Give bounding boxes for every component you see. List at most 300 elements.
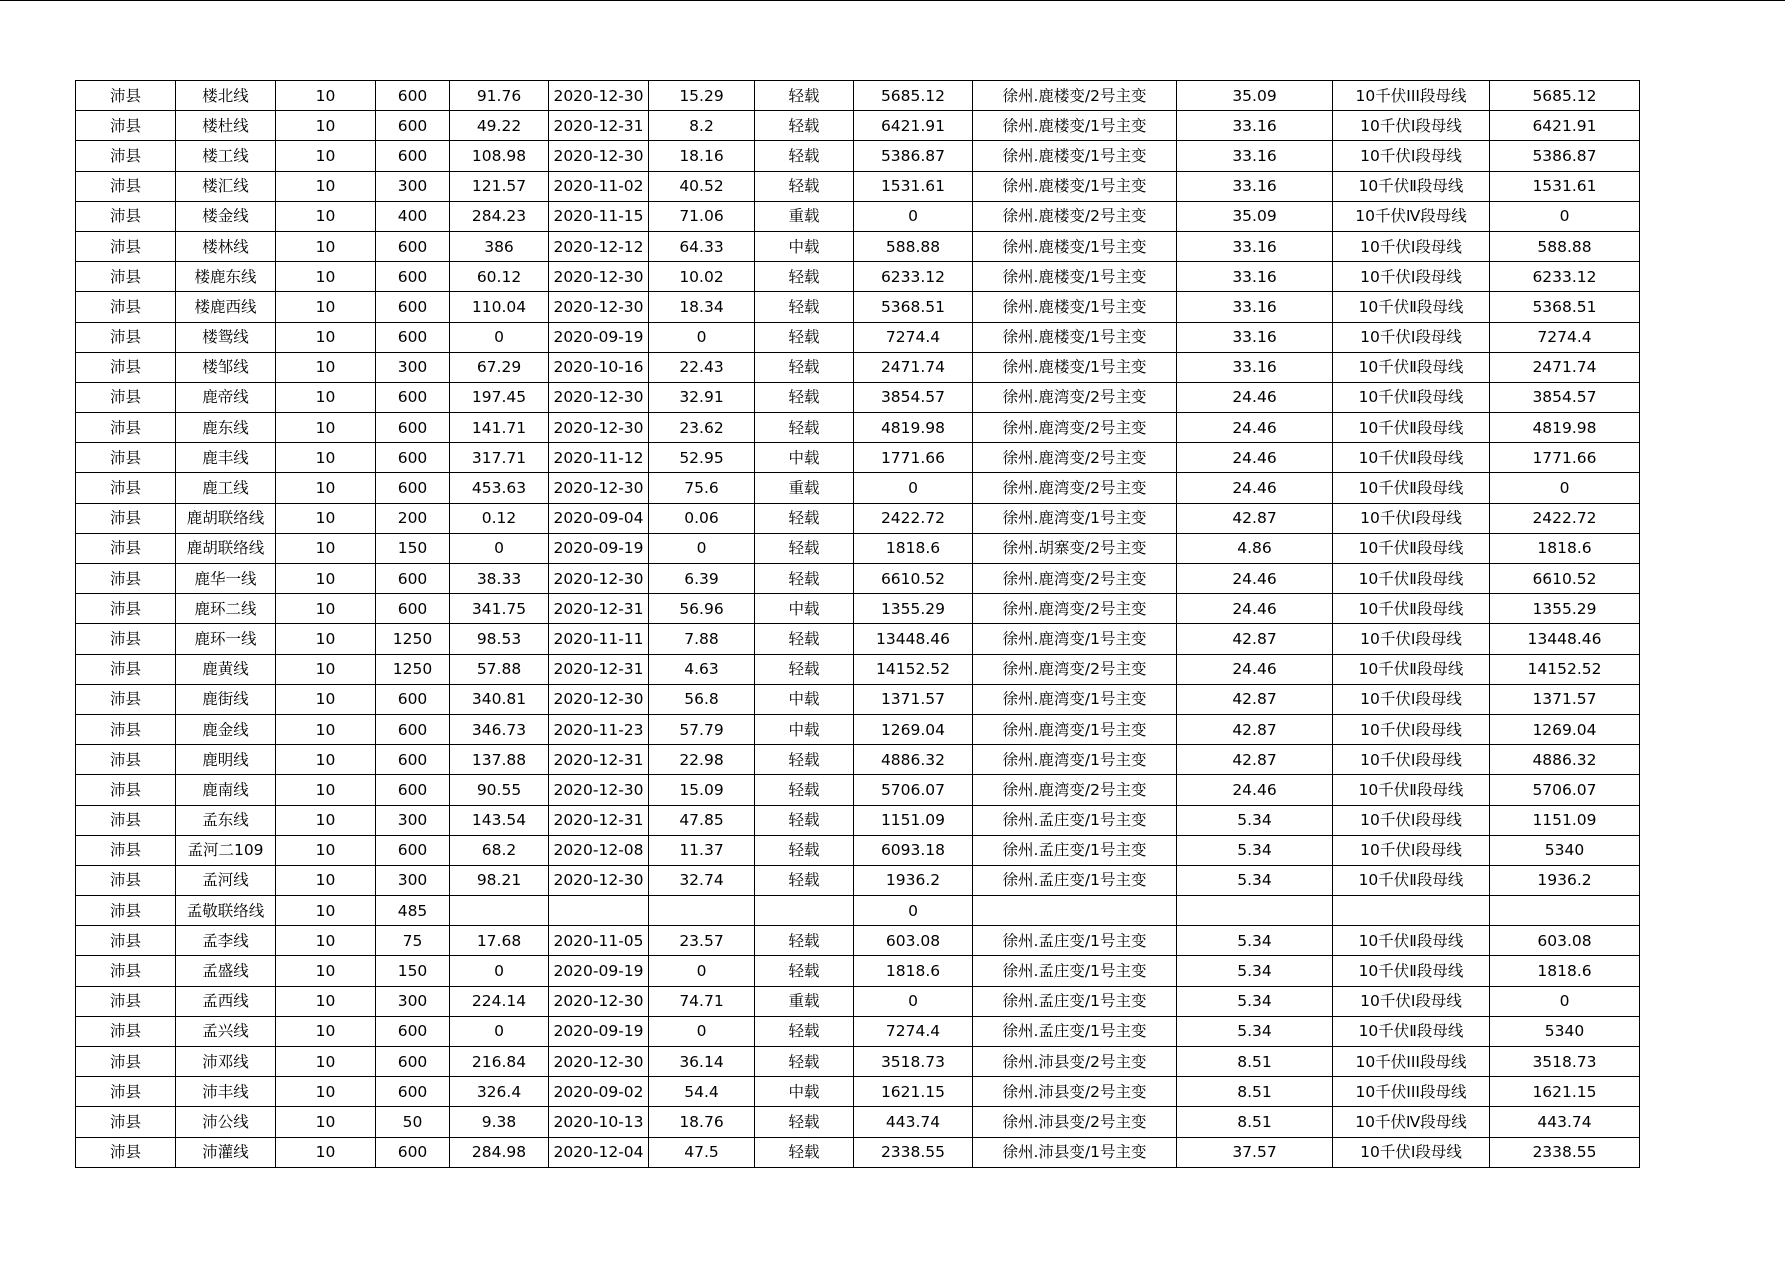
table-cell: 75.6 [649,473,755,503]
table-cell: 鹿街线 [176,684,276,714]
table-cell: 10千伏Ⅰ段母线 [1333,835,1490,865]
table-row [76,503,1640,533]
table-cell [549,896,649,926]
table-cell: 徐州.孟庄变/1号主变 [973,865,1177,895]
table-cell: 沛县 [76,473,176,503]
table-cell [1333,896,1490,926]
table-cell: 4886.32 [854,745,973,775]
table-cell: 33.16 [1177,292,1333,322]
table-cell: 10 [276,926,376,956]
table-cell: 沛县 [76,322,176,352]
table-row [76,111,1640,141]
table-cell: 2020-11-11 [549,624,649,654]
table-cell: 2020-11-15 [549,201,649,231]
table-cell: 沛县 [76,171,176,201]
table-cell: 0 [1490,986,1640,1016]
table-cell: 98.21 [450,865,549,895]
table-cell: 150 [376,956,450,986]
table-cell: 1151.09 [854,805,973,835]
table-cell: 轻载 [755,352,854,382]
table-cell: 孟河二109 [176,835,276,865]
table-cell: 沛县 [76,594,176,624]
table-cell: 10千伏Ⅱ段母线 [1333,292,1490,322]
table-cell: 5.34 [1177,926,1333,956]
table-cell: 10千伏Ⅱ段母线 [1333,443,1490,473]
table-cell: 1818.6 [1490,533,1640,563]
table-cell: 38.33 [450,564,549,594]
table-cell: 588.88 [1490,231,1640,261]
table-cell: 10千伏Ⅳ段母线 [1333,1107,1490,1137]
table-cell: 600 [376,81,450,111]
table-cell: 10千伏Ⅱ段母线 [1333,413,1490,443]
table-cell: 6093.18 [854,835,973,865]
table-cell: 徐州.鹿湾变/2号主变 [973,473,1177,503]
table-cell: 18.76 [649,1107,755,1137]
table-cell: 轻载 [755,956,854,986]
table-cell: 9.38 [450,1107,549,1137]
table-cell: 600 [376,473,450,503]
table-cell: 10千伏Ⅰ段母线 [1333,745,1490,775]
table-cell: 10千伏Ⅰ段母线 [1333,503,1490,533]
table-cell: 5386.87 [1490,141,1640,171]
table-cell: 42.87 [1177,503,1333,533]
table-cell: 轻载 [755,171,854,201]
table-cell: 徐州.鹿湾变/1号主变 [973,714,1177,744]
table-cell: 3854.57 [854,382,973,412]
table-cell: 徐州.胡寨变/2号主变 [973,533,1177,563]
table-cell: 10千伏Ⅰ段母线 [1333,805,1490,835]
table-cell: 2020-09-19 [549,956,649,986]
table-cell: 沛县 [76,81,176,111]
table-cell: 沛县 [76,292,176,322]
table-cell: 1355.29 [1490,594,1640,624]
table-cell: 10千伏Ⅰ段母线 [1333,986,1490,1016]
table-cell: 1531.61 [854,171,973,201]
table-cell: 4819.98 [1490,413,1640,443]
table-cell: 10 [276,1077,376,1107]
table-cell: 600 [376,775,450,805]
table-cell: 徐州.鹿楼变/1号主变 [973,111,1177,141]
table-cell: 5685.12 [1490,81,1640,111]
table-row [76,594,1640,624]
table-cell: 22.43 [649,352,755,382]
table-cell: 徐州.鹿湾变/2号主变 [973,564,1177,594]
table-cell: 徐州.鹿楼变/1号主变 [973,171,1177,201]
table-cell: 1269.04 [854,714,973,744]
table-cell: 36.14 [649,1047,755,1077]
table-cell: 74.71 [649,986,755,1016]
table-cell: 2020-09-02 [549,1077,649,1107]
table-cell: 10千伏Ⅰ段母线 [1333,231,1490,261]
table-cell: 600 [376,141,450,171]
table-cell: 485 [376,896,450,926]
table-cell: 2422.72 [854,503,973,533]
table-cell: 5.34 [1177,805,1333,835]
table-cell: 5.34 [1177,986,1333,1016]
table-cell: 沛县 [76,413,176,443]
table-cell: 453.63 [450,473,549,503]
table-cell: 轻载 [755,926,854,956]
table-cell: 沛县 [76,775,176,805]
table-cell: 徐州.鹿楼变/2号主变 [973,201,1177,231]
table-cell: 588.88 [854,231,973,261]
table-cell: 200 [376,503,450,533]
table-cell: 6233.12 [854,262,973,292]
table-cell: 300 [376,171,450,201]
table-cell: 600 [376,714,450,744]
table-cell: 鹿丰线 [176,443,276,473]
table-cell: 10千伏Ⅱ段母线 [1333,654,1490,684]
table-cell: 6421.91 [1490,111,1640,141]
table-cell: 1936.2 [1490,865,1640,895]
table-cell: 35.09 [1177,81,1333,111]
table-cell: 1818.6 [1490,956,1640,986]
table-cell: 轻载 [755,775,854,805]
table-cell: 32.74 [649,865,755,895]
table-cell: 600 [376,443,450,473]
table-cell: 10 [276,413,376,443]
table-cell: 10 [276,171,376,201]
table-cell: 1151.09 [1490,805,1640,835]
table-cell: 2020-12-30 [549,81,649,111]
table-cell: 轻载 [755,322,854,352]
table-cell: 197.45 [450,382,549,412]
table-cell: 600 [376,1016,450,1046]
table-cell: 10 [276,865,376,895]
table-cell: 284.23 [450,201,549,231]
table-cell: 中载 [755,231,854,261]
table-cell: 1621.15 [1490,1077,1640,1107]
table-row [76,1077,1640,1107]
table-cell: 沛县 [76,1077,176,1107]
table-cell: 中载 [755,684,854,714]
table-cell: 42.87 [1177,714,1333,744]
table-cell: 11.37 [649,835,755,865]
table-cell: 轻载 [755,413,854,443]
table-cell: 2020-12-31 [549,111,649,141]
table-cell: 300 [376,805,450,835]
table-cell: 1771.66 [854,443,973,473]
table-cell: 60.12 [450,262,549,292]
table-cell: 沛县 [76,352,176,382]
table-cell: 15.29 [649,81,755,111]
table-cell: 徐州.鹿湾变/2号主变 [973,443,1177,473]
table-row [76,443,1640,473]
table-cell: 2020-12-30 [549,564,649,594]
table-cell: 5340 [1490,835,1640,865]
table-cell: 1250 [376,654,450,684]
table-cell: 楼金线 [176,201,276,231]
table-cell: 1371.57 [1490,684,1640,714]
table-cell: 轻载 [755,654,854,684]
table-cell: 8.51 [1177,1107,1333,1137]
table-row [76,805,1640,835]
table-cell: 沛县 [76,684,176,714]
table-cell: 24.46 [1177,564,1333,594]
table-cell: 10 [276,775,376,805]
table-row [76,714,1640,744]
table-cell: 33.16 [1177,322,1333,352]
table-cell: 徐州.孟庄变/1号主变 [973,1016,1177,1046]
table-cell: 10千伏Ⅱ段母线 [1333,564,1490,594]
table-cell: 33.16 [1177,171,1333,201]
table-cell [755,896,854,926]
table-cell: 10 [276,352,376,382]
table-row [76,81,1640,111]
table-cell: 8.51 [1177,1077,1333,1107]
table-cell: 10 [276,896,376,926]
table-cell: 5.34 [1177,1016,1333,1046]
table-cell: 42.87 [1177,684,1333,714]
table-cell: 2020-12-30 [549,473,649,503]
table-cell: 50 [376,1107,450,1137]
table-cell: 143.54 [450,805,549,835]
table-cell: 10千伏Ⅱ段母线 [1333,533,1490,563]
table-cell: 121.57 [450,171,549,201]
table-cell: 沛县 [76,111,176,141]
table-row [76,322,1640,352]
table-cell: 33.16 [1177,352,1333,382]
table-cell: 33.16 [1177,262,1333,292]
feeder-load-table [75,80,1640,1168]
table-cell: 鹿华一线 [176,564,276,594]
table-cell: 轻载 [755,1016,854,1046]
table-cell: 孟李线 [176,926,276,956]
table-cell: 2020-12-30 [549,775,649,805]
table-cell: 沛灌线 [176,1137,276,1167]
table-row [76,201,1640,231]
table-cell: 7.88 [649,624,755,654]
table-cell: 4.63 [649,654,755,684]
table-cell: 0 [1490,201,1640,231]
table-cell: 57.79 [649,714,755,744]
table-cell: 鹿环一线 [176,624,276,654]
table-cell: 56.8 [649,684,755,714]
table-cell: 24.46 [1177,443,1333,473]
table-cell: 轻载 [755,564,854,594]
table-cell: 轻载 [755,624,854,654]
table-cell: 沛县 [76,564,176,594]
table-cell: 67.29 [450,352,549,382]
table-cell: 沛县 [76,745,176,775]
table-cell: 0 [854,896,973,926]
table-cell: 鹿金线 [176,714,276,744]
table-cell: 轻载 [755,503,854,533]
table-cell: 47.85 [649,805,755,835]
table-cell: 8.2 [649,111,755,141]
table-cell: 33.16 [1177,231,1333,261]
table-row [76,745,1640,775]
table-cell: 沛县 [76,262,176,292]
table-cell: 2020-12-30 [549,865,649,895]
table-cell: 2020-10-16 [549,352,649,382]
table-cell: 2020-09-19 [549,322,649,352]
table-cell: 徐州.鹿湾变/2号主变 [973,775,1177,805]
table-cell: 340.81 [450,684,549,714]
table-cell: 216.84 [450,1047,549,1077]
table-cell: 2020-12-31 [549,594,649,624]
table-cell: 10 [276,503,376,533]
table-cell: 孟兴线 [176,1016,276,1046]
table-cell: 10千伏Ⅰ段母线 [1333,714,1490,744]
table-cell: 孟西线 [176,986,276,1016]
table-cell: 重载 [755,986,854,1016]
table-cell: 沛县 [76,503,176,533]
table-cell: 轻载 [755,1107,854,1137]
table-cell: 中载 [755,443,854,473]
table-cell: 326.4 [450,1077,549,1107]
table-cell: 徐州.鹿楼变/1号主变 [973,141,1177,171]
table-cell: 孟敬联络线 [176,896,276,926]
table-cell: 重载 [755,473,854,503]
table-cell: 10千伏Ⅰ段母线 [1333,262,1490,292]
table-cell: 徐州.鹿楼变/1号主变 [973,231,1177,261]
table-cell: 2338.55 [1490,1137,1640,1167]
table-cell: 0.12 [450,503,549,533]
table-cell: 2020-11-02 [549,171,649,201]
table-cell: 0 [450,956,549,986]
table-cell: 71.06 [649,201,755,231]
table-body [76,81,1640,1168]
table-row [76,896,1640,926]
table-cell: 32.91 [649,382,755,412]
table-cell: 沛县 [76,141,176,171]
table-cell: 0 [649,533,755,563]
table-cell: 5.34 [1177,956,1333,986]
table-cell: 10 [276,382,376,412]
table-cell: 10 [276,473,376,503]
table-cell: 10 [276,594,376,624]
table-cell: 5368.51 [1490,292,1640,322]
table-cell: 141.71 [450,413,549,443]
table-cell: 603.08 [1490,926,1640,956]
table-row [76,564,1640,594]
table-cell: 10千伏Ⅰ段母线 [1333,322,1490,352]
table-cell: 6.39 [649,564,755,594]
table-row [76,231,1640,261]
table-cell: 孟东线 [176,805,276,835]
table-cell: 7274.4 [854,322,973,352]
table-cell: 52.95 [649,443,755,473]
table-cell: 中载 [755,594,854,624]
table-cell: 13448.46 [1490,624,1640,654]
table-cell: 23.62 [649,413,755,443]
table-cell: 0 [854,986,973,1016]
table-cell: 徐州.孟庄变/1号主变 [973,835,1177,865]
table-cell: 10千伏Ⅱ段母线 [1333,926,1490,956]
table-cell: 10 [276,533,376,563]
table-cell: 10 [276,956,376,986]
table-cell: 2020-10-13 [549,1107,649,1137]
table-cell: 沛县 [76,956,176,986]
table-cell: 40.52 [649,171,755,201]
table-cell: 轻载 [755,382,854,412]
table-cell: 3518.73 [854,1047,973,1077]
table-cell [973,896,1177,926]
table-cell: 2422.72 [1490,503,1640,533]
table-cell: 600 [376,835,450,865]
table-cell: 386 [450,231,549,261]
table-row [76,413,1640,443]
table-cell: 1355.29 [854,594,973,624]
table-cell: 10千伏Ⅱ段母线 [1333,352,1490,382]
table-cell: 0 [1490,473,1640,503]
table-cell: 轻载 [755,141,854,171]
table-cell: 5340 [1490,1016,1640,1046]
table-cell: 轻载 [755,865,854,895]
table-cell: 1621.15 [854,1077,973,1107]
table-cell: 10.02 [649,262,755,292]
table-cell: 300 [376,986,450,1016]
table-cell: 徐州.鹿湾变/2号主变 [973,382,1177,412]
table-cell: 6610.52 [854,564,973,594]
table-cell: 1269.04 [1490,714,1640,744]
table-cell: 轻载 [755,835,854,865]
table-cell: 300 [376,865,450,895]
table-cell: 1250 [376,624,450,654]
table-cell: 443.74 [854,1107,973,1137]
table-cell: 鹿工线 [176,473,276,503]
table-cell: 341.75 [450,594,549,624]
table-cell: 5368.51 [854,292,973,322]
table-cell: 楼林线 [176,231,276,261]
table-cell: 4819.98 [854,413,973,443]
table-cell: 10 [276,986,376,1016]
table-row [76,835,1640,865]
table-cell: 54.4 [649,1077,755,1107]
table-cell: 24.46 [1177,775,1333,805]
table-row [76,775,1640,805]
table-cell: 徐州.鹿湾变/1号主变 [973,745,1177,775]
table-cell: 6610.52 [1490,564,1640,594]
table-cell: 14152.52 [854,654,973,684]
table-cell: 轻载 [755,1137,854,1167]
table-cell: 沛县 [76,805,176,835]
table-cell: 23.57 [649,926,755,956]
table-cell: 徐州.鹿楼变/1号主变 [973,322,1177,352]
table-cell: 49.22 [450,111,549,141]
table-cell: 0 [854,473,973,503]
table-cell: 5386.87 [854,141,973,171]
table-cell: 2338.55 [854,1137,973,1167]
table-cell: 2020-12-30 [549,413,649,443]
table-cell [450,896,549,926]
table-cell: 沛县 [76,443,176,473]
table-cell: 137.88 [450,745,549,775]
table-cell: 5.34 [1177,865,1333,895]
table-cell: 沛县 [76,835,176,865]
table-cell: 24.46 [1177,473,1333,503]
table-cell: 13448.46 [854,624,973,654]
table-cell: 10千伏III段母线 [1333,81,1490,111]
table-cell: 10 [276,805,376,835]
table-cell: 轻载 [755,262,854,292]
table-cell: 10千伏Ⅱ段母线 [1333,382,1490,412]
table-cell: 7274.4 [1490,322,1640,352]
table-cell: 10 [276,835,376,865]
table-cell: 6421.91 [854,111,973,141]
table-cell: 2020-12-31 [549,745,649,775]
table-cell: 10 [276,745,376,775]
table-cell: 沛县 [76,624,176,654]
table-cell: 18.34 [649,292,755,322]
table-cell: 1818.6 [854,956,973,986]
table-cell: 600 [376,684,450,714]
table-row [76,1107,1640,1137]
table-cell: 600 [376,1047,450,1077]
table-cell: 10 [276,684,376,714]
table-row [76,865,1640,895]
